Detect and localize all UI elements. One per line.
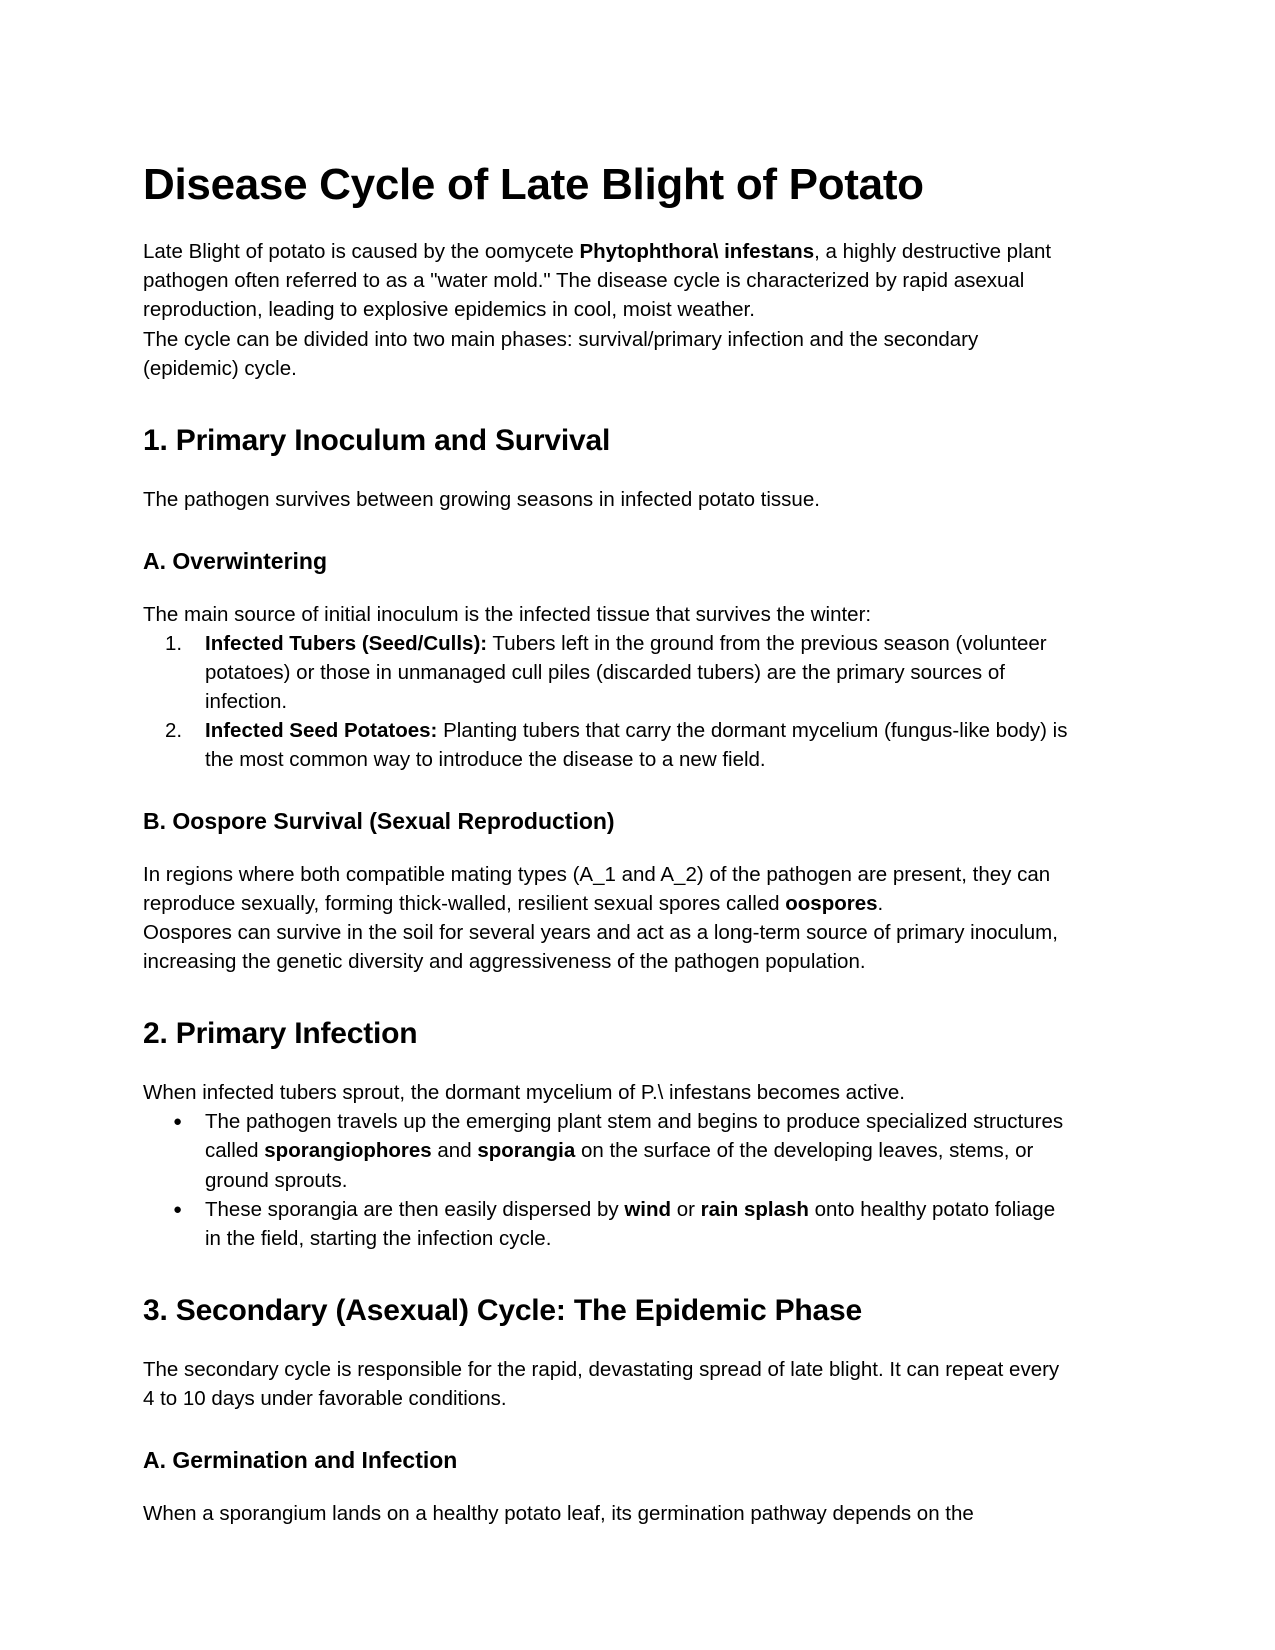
list-item	[143, 1195, 1073, 1253]
list-item	[143, 629, 1073, 716]
list-item-label: Infected Tubers (Seed/Culls):	[205, 631, 488, 655]
list-marker: 2.	[165, 718, 183, 742]
intro-paragraph-2: The cycle can be divided into two main phases: survival/primary infection and the secondary (epidemic) cycle.	[143, 327, 979, 380]
oospore-paragraph-2: Oospores can survive in the soil for several years and act as a long-term source of primary inoculum, increasing the genetic diversity and aggressiveness of the pathogen population.	[143, 920, 1058, 974]
bullet-icon: ●	[173, 1200, 183, 1218]
subsection-3a-paragraph: When a sporangium lands on a healthy potato leaf, its germination pathway depends on the	[143, 1501, 974, 1525]
bullet-text-3: onto healthy potato foliage in the field, starting the infection cycle.	[205, 1197, 1056, 1250]
intro-text-a: Late Blight of potato is caused by the oomycete	[143, 240, 580, 264]
overwintering-list	[143, 629, 1073, 775]
bullet-text-1: The pathogen travels up the emerging plant stem and begins to produce specialized structures called	[205, 1110, 1064, 1163]
pathogen-name: Phytophthora\ infestans	[579, 240, 815, 264]
bullet-icon: ●	[173, 1113, 183, 1131]
oospore-text-b: .	[877, 891, 884, 915]
oospore-block	[143, 860, 1073, 976]
subsection-heading-1b: B. Oospore Survival (Sexual Reproduction)	[143, 808, 615, 835]
intro-block	[143, 237, 1073, 383]
document-content	[143, 160, 1073, 1528]
intro-text-b: , a highly destructive plant pathogen often referred to as a "water mold." The disease cycle is characterized by rapid asexual reproduction, leading to explosive epidemics in cool, moist weather.	[143, 240, 1052, 322]
oospore-paragraph-1	[143, 860, 1073, 918]
section-2-intro: When infected tubers sprout, the dormant mycelium of P.\ infestans becomes active.	[143, 1081, 905, 1105]
list-item	[143, 716, 1073, 774]
section-heading-2: 2. Primary Infection	[143, 1017, 418, 1051]
oospores-term: oospores	[785, 891, 878, 915]
sporangiophores-term: sporangiophores	[264, 1139, 432, 1163]
bullet-text-3: on the surface of the developing leaves, stems, or ground sprouts.	[205, 1139, 1034, 1192]
oospore-text-a: In regions where both compatible mating types (A_1 and A_2) of the pathogen are present, they can reproduce sexually, forming thick-walled, resilient sexual spores called	[143, 862, 1051, 915]
list-item-text: Planting tubers that carry the dormant mycelium (fungus-like body) is the most common way to introduce the disease to a new field.	[205, 718, 1068, 772]
list-marker: 1.	[165, 631, 183, 655]
rain-splash-term: rain splash	[700, 1197, 809, 1221]
subsection-heading-3a: A. Germination and Infection	[143, 1447, 458, 1474]
section-3-intro: The secondary cycle is responsible for the rapid, devastating spread of late blight. It can repeat every 4 to 10 days under favorable conditions.	[143, 1357, 1060, 1410]
bullet-text-1: These sporangia are then easily dispersed by	[205, 1197, 625, 1221]
bullet-text-2: or	[671, 1197, 701, 1221]
section-heading-1: 1. Primary Inoculum and Survival	[143, 423, 611, 457]
list-item-text: Tubers left in the ground from the previous season (volunteer potatoes) or those in unmanaged cull piles (discarded tubers) are the primary sources of infection.	[205, 631, 1047, 713]
sporangia-term: sporangia	[477, 1139, 576, 1163]
page-title: Disease Cycle of Late Blight of Potato	[143, 160, 924, 209]
bullet-text-2: and	[431, 1139, 478, 1163]
section-heading-3: 3. Secondary (Asexual) Cycle: The Epidemic Phase	[143, 1293, 863, 1327]
wind-term: wind	[624, 1197, 672, 1221]
subsection-heading-1a: A. Overwintering	[143, 547, 328, 574]
subsection-1a-lead: The main source of initial inoculum is the infected tissue that survives the winter:	[143, 602, 872, 626]
list-item-label: Infected Seed Potatoes:	[205, 718, 438, 742]
list-item	[143, 1107, 1073, 1194]
intro-paragraph-1	[143, 237, 1073, 324]
section-1-intro: The pathogen survives between growing seasons in infected potato tissue.	[143, 487, 820, 511]
primary-infection-bullets	[143, 1107, 1073, 1253]
